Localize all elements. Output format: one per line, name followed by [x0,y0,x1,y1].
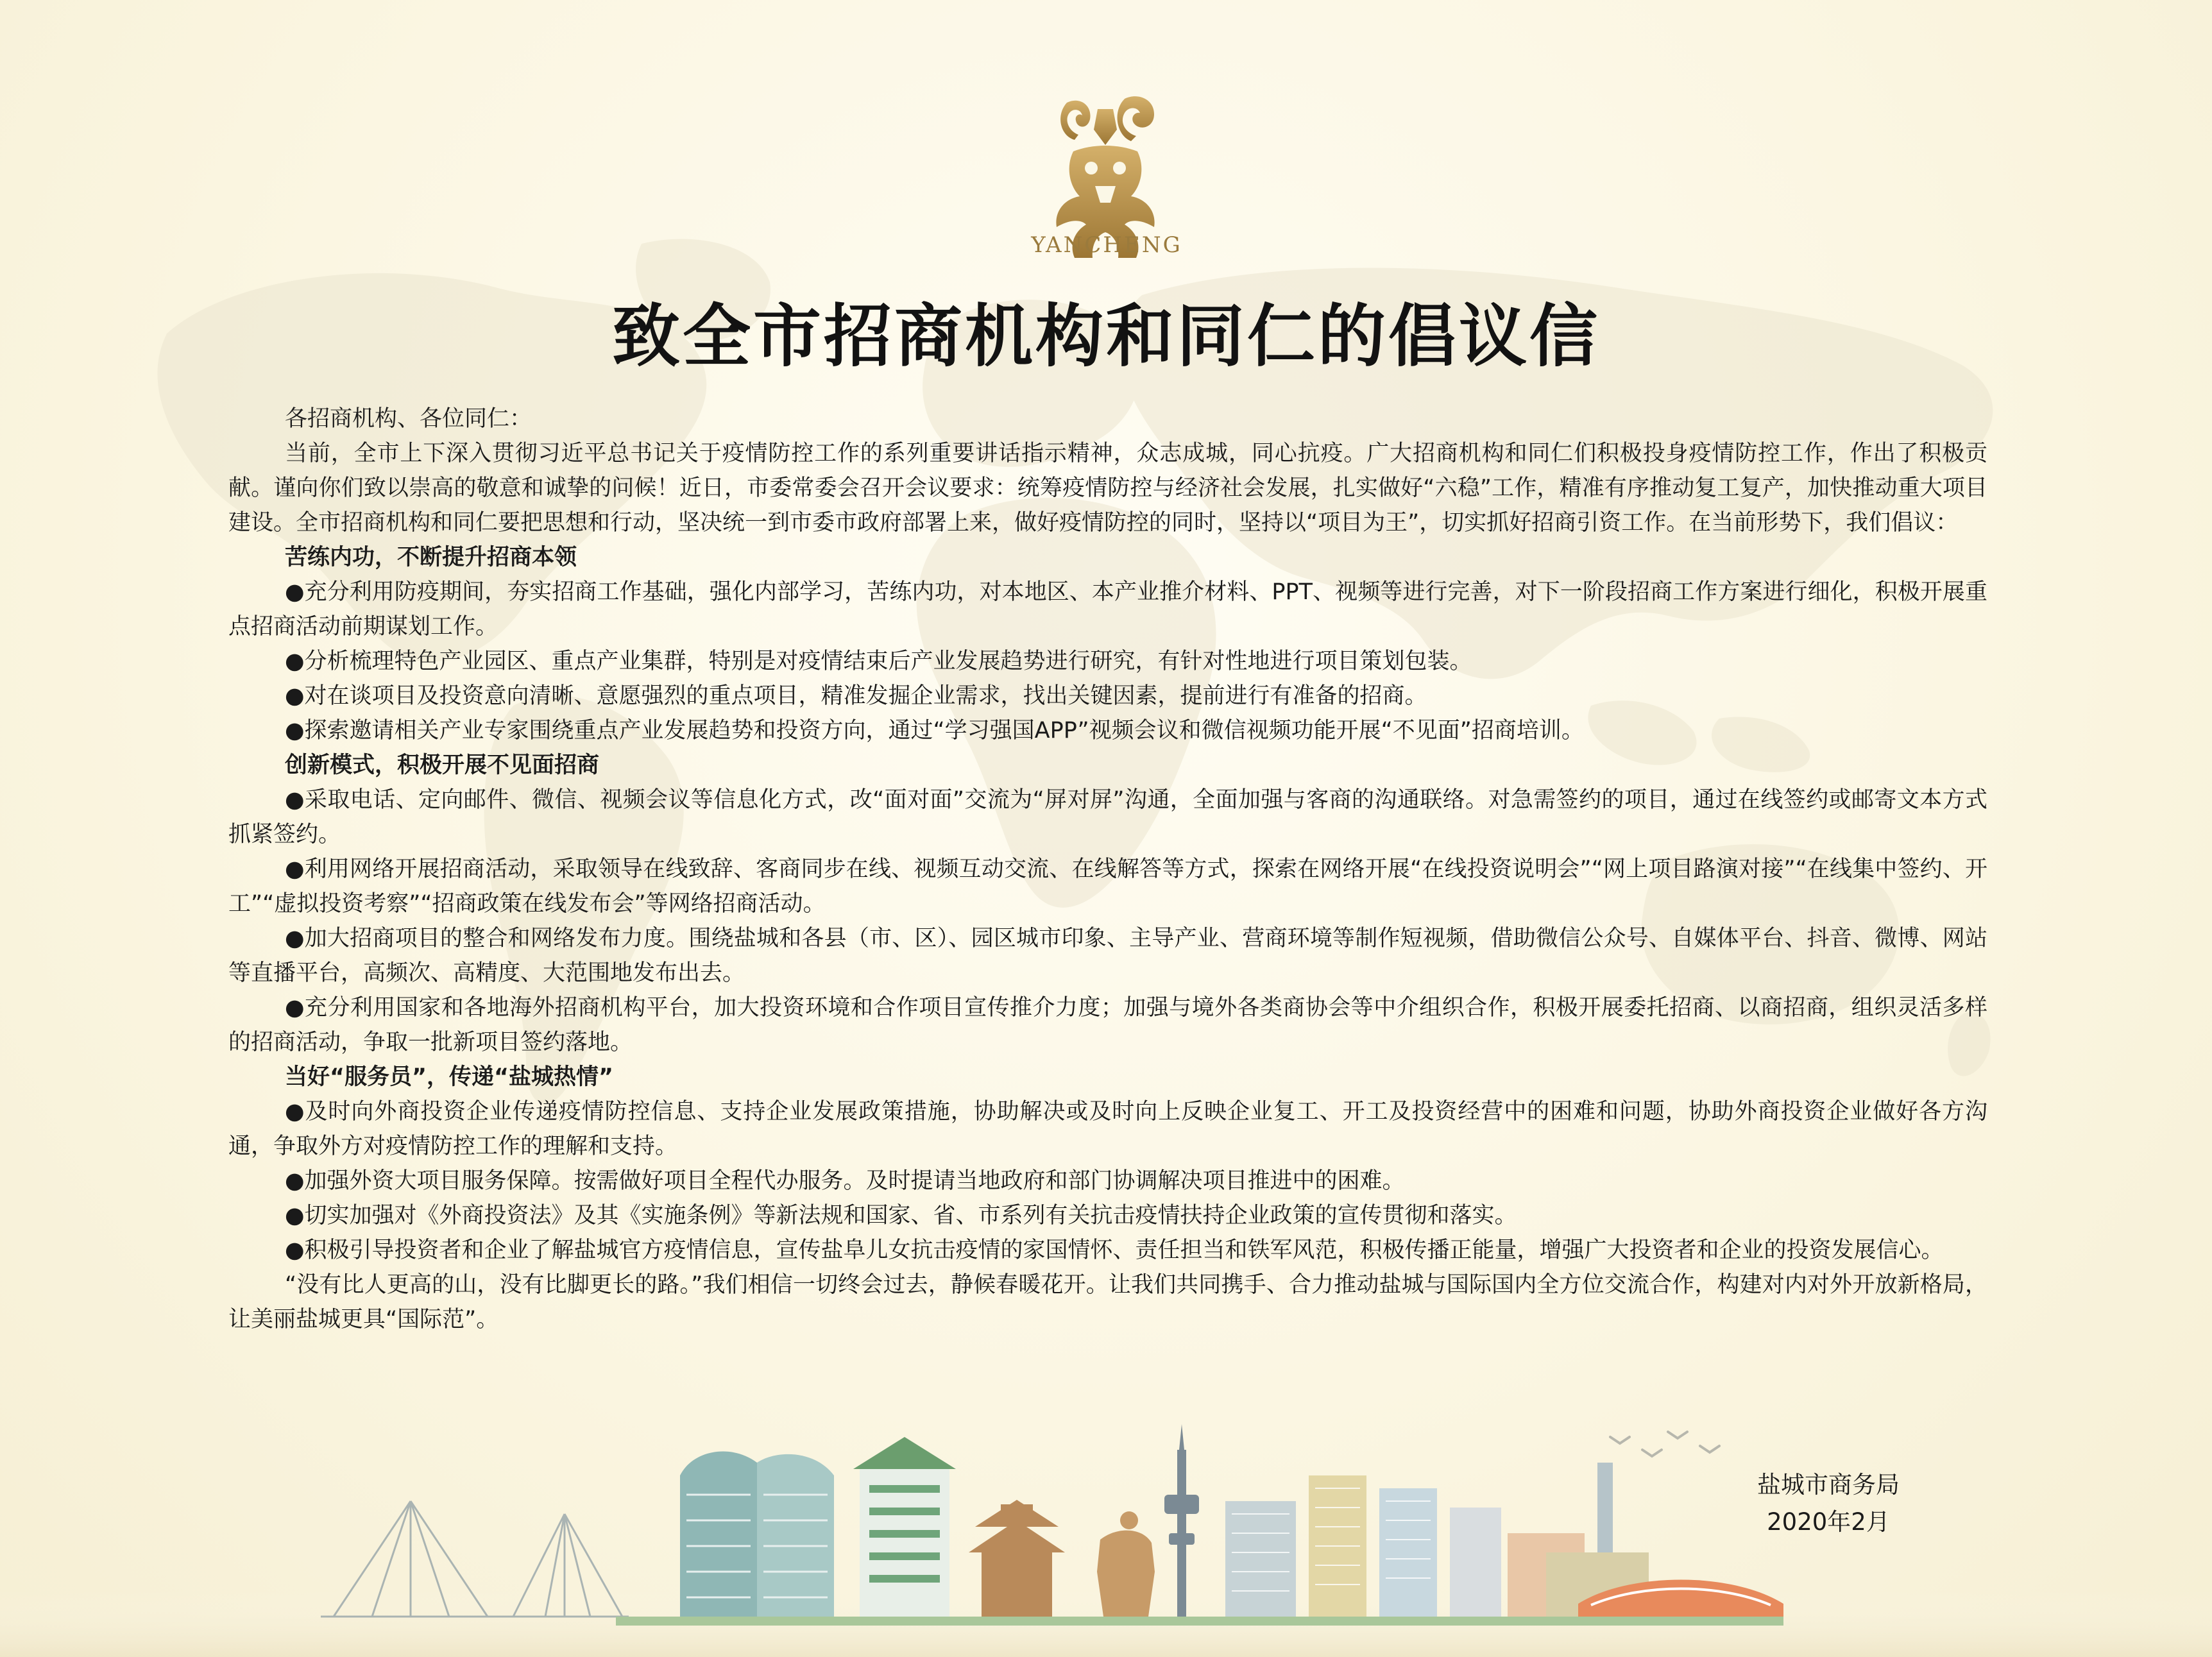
letter-body [228,402,1987,1337]
bullet-item: ●对在谈项目及投资意向清晰、意愿强烈的重点项目，精准发掘企业需求，找出关键因素，提前进行有准备的招商。 [285,683,1427,709]
bullet-item: ●及时向外商投资企业传递疫情防控信息、支持企业发展政策措施，协助解决或及时向上反映企业复工、开工及投资经营中的困难和问题，协助外商投资企业做好各方沟通，争取外方对疫情防控工作的理解和支持。 [228,1099,1987,1159]
bullet-item: ●采取电话、定向邮件、微信、视频会议等信息化方式，改“面对面”交流为“屏对屏”沟通，全面加强与客商的沟通联络。对急需签约的项目，通过在线签约或邮寄文本方式抓紧签约。 [228,787,1987,847]
page-title: 致全市招商机构和同仁的倡议信 [612,297,1600,376]
signature-org: 盐城市商务局 [1757,1471,1900,1499]
signature-date: 2020年2月 [1767,1508,1890,1536]
section-heading: 苦练内功，不断提升招商本领 [285,545,577,570]
section-heading: 创新模式，积极开展不见面招商 [285,752,600,778]
logo-wordmark: YANCHENG [1031,232,1182,258]
section-heading: 当好“服务员”，传递“盐城热情” [285,1064,614,1090]
bullet-item: ●切实加强对《外商投资法》及其《实施条例》等新法规和国家、省、市系列有关抗击疫情扶持企业政策的宣传贯彻和落实。 [285,1203,1517,1228]
bullet-item: ●充分利用国家和各地海外招商机构平台，加大投资环境和合作项目宣传推介力度；加强与境外各类商协会等中介组织合作，积极开展委托招商、以商招商，组织灵活多样的招商活动，争取一批新项目签约落地。 [228,995,1987,1055]
intro-paragraph: 当前，全市上下深入贯彻习近平总书记关于疫情防控工作的系列重要讲话指示精神，众志成城，同心抗疫。广大招商机构和同仁们积极投身疫情防控工作，作出了积极贡献。谨向你们致以崇高的敬意和诚挚的问候！近日，市委常委会召开会议要求：统筹疫情防控与经济社会发展，扎实做好“六稳”工作，精准有序推动复工复产，加快推动重大项目建设。全市招商机构和同仁要把思想和行动，坚决统一到市委市政府部署上来，做好疫情防控的同时，坚持以“项目为王”，切实抓好招商引资工作。在当前形势下，我们倡议： [228,441,1987,536]
bullet-item: ●利用网络开展招商活动，采取领导在线致辞、客商同步在线、视频互动交流、在线解答等方式，探索在网络开展“在线投资说明会”“网上项目路演对接”“在线集中签约、开工”“虚拟投资考察”“招商政策在线发布会”等网络招商活动。 [228,856,1987,917]
bullet-item: ●充分利用防疫期间，夯实招商工作基础，强化内部学习，苦练内功，对本地区、本产业推介材料、PPT、视频等进行完善，对下一阶段招商工作方案进行细化，积极开展重点招商活动前期谋划工作。 [228,579,1987,640]
closing-paragraph: “没有比人更高的山，没有比脚更长的路。”我们相信一切终会过去，静候春暖花开。让我们共同携手、合力推动盐城与国际国内全方位交流合作，构建对内对外开放新格局，让美丽盐城更具“国际范”。 [228,1272,1987,1332]
city-skyline-illustration [0,1424,2212,1657]
bullet-item: ●分析梳理特色产业园区、重点产业集群，特别是对疫情结束后产业发展趋势进行研究，有针对性地进行项目策划包装。 [285,649,1472,674]
bullet-item: ●积极引导投资者和企业了解盐城官方疫情信息，宣传盐阜儿女抗击疫情的家国情怀、责任担当和铁军风范，积极传播正能量，增强广大投资者和企业的投资发展信心。 [285,1237,1944,1263]
bullet-item: ●加大招商项目的整合和网络发布力度。围绕盐城和各县（市、区）、园区城市印象、主导产业、营商环境等制作短视频，借助微信公众号、自媒体平台、抖音、微博、网站等直播平台，高频次、高精度、大范围地发布出去。 [228,926,1987,986]
salutation: 各招商机构、各位同仁： [285,406,532,432]
bullet-item: ●加强外资大项目服务保障。按需做好项目全程代办服务。及时提请当地政府和部门协调解决项目推进中的困难。 [285,1168,1405,1194]
bullet-item: ●探索邀请相关产业专家围绕重点产业发展趋势和投资方向，通过“学习强国APP”视频会议和微信视频功能开展“不见面”招商培训。 [285,718,1584,744]
